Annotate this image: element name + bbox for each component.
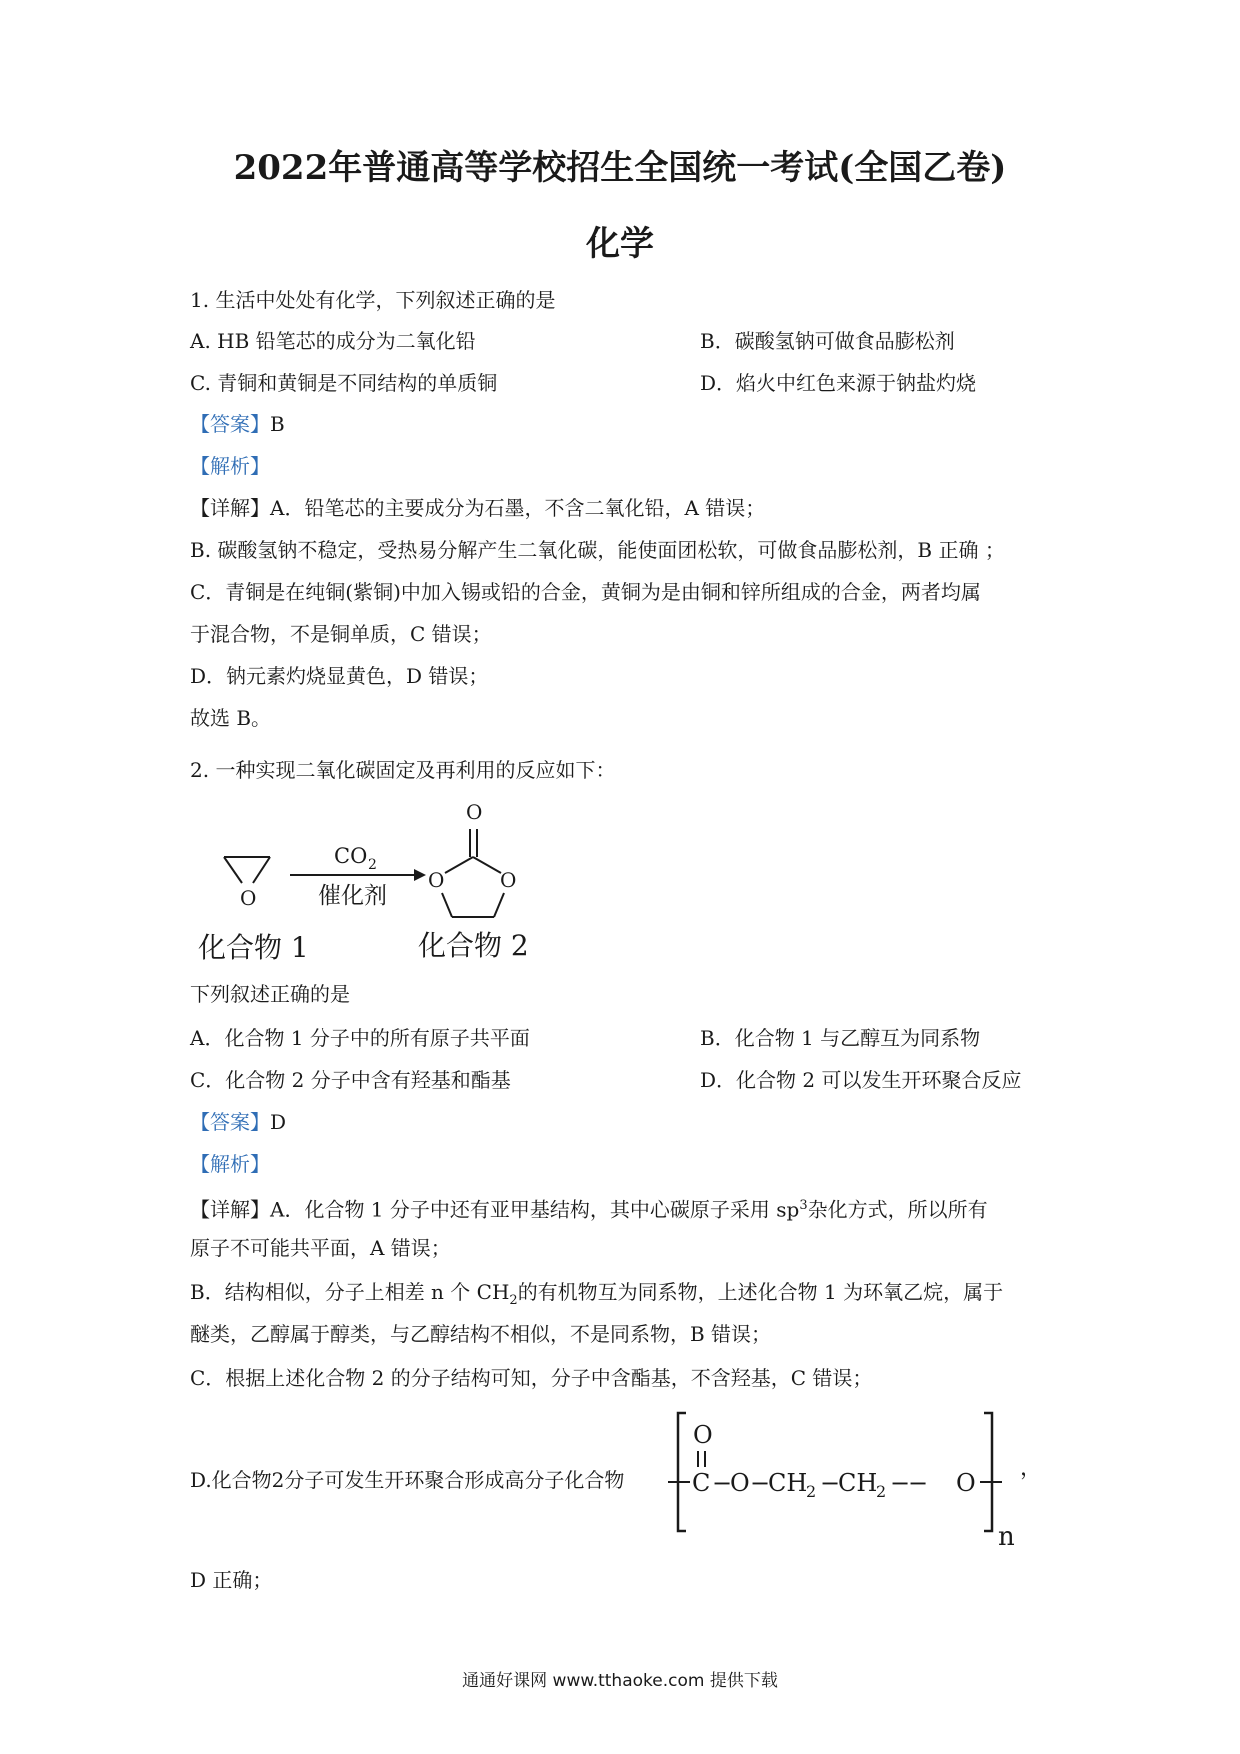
q1-detail-a	[190, 494, 765, 522]
answer-tag: 【答案】	[190, 1110, 270, 1134]
polymer-structure	[668, 1405, 1068, 1550]
page-footer: 通通好课网 www.tthaoke.com 提供下载	[462, 1671, 778, 1691]
subject-title: 化学	[586, 224, 654, 264]
q1-conclusion: 故选 B。	[190, 706, 272, 730]
q1-detail-b: B. 碳酸氢钠不稳定，受热易分解产生二氧化碳，能使面团松软，可做食品膨松剂，B 正确 ；	[190, 538, 1005, 562]
q2-detail-a2: 原子不可能共平面，A 错误；	[190, 1236, 451, 1260]
detail-text: B．结构相似，分子上相差 n 个 CH	[190, 1280, 510, 1304]
q1-analysis-tag: 【解析】	[190, 454, 270, 478]
sp3-superscript: 3	[799, 1198, 808, 1213]
right-bracket	[984, 1413, 992, 1531]
reaction-scheme	[190, 795, 570, 970]
compound1-label: 化合物 1	[198, 931, 309, 964]
page-title: 2022年普通高等学校招生全国统一考试(全国乙卷)	[233, 148, 1007, 188]
carbonyl-oxygen: O	[466, 800, 483, 824]
q2-answer	[190, 1108, 286, 1136]
q1-option-b: B．碳酸氢钠可做食品膨松剂	[700, 329, 955, 353]
detail-text-end: 的有机物互为同系物，上述化合物 1 为环氧乙烷，属于	[517, 1280, 1004, 1304]
polymer-carbon: C	[692, 1469, 711, 1497]
q2-prompt: 下列叙述正确的是	[190, 982, 350, 1006]
q2-analysis-tag: 【解析】	[190, 1152, 270, 1176]
detail-text: A．铅笔芯的主要成分为石墨，不含二氧化铅，A 错误；	[270, 496, 766, 520]
polymer-ch2-1-subscript: 2	[806, 1482, 817, 1501]
q2-option-a: A．化合物 1 分子中的所有原子共平面	[190, 1026, 530, 1050]
q1-option-c: C. 青铜和黄铜是不同结构的单质铜	[190, 371, 498, 395]
q1-stem: 1. 生活中处处有化学，下列叙述正确的是	[190, 288, 556, 312]
q1-detail-c2: 于混合物，不是铜单质，C 错误；	[190, 622, 492, 646]
detail-tag: 【详解】	[190, 496, 270, 520]
q2-detail-c: C．根据上述化合物 2 的分子结构可知，分子中含酯基，不含羟基，C 错误；	[190, 1366, 873, 1390]
reagent-catalyst: 催化剂	[318, 883, 387, 909]
q1-detail-d: D．钠元素灼烧显黄色，D 错误；	[190, 664, 489, 688]
q1-answer	[190, 410, 285, 438]
polymer-ch2-1: CH	[768, 1469, 808, 1497]
reagent-co2-subscript: 2	[368, 857, 377, 873]
answer-tag: 【答案】	[190, 412, 270, 436]
answer-value: D	[270, 1110, 287, 1134]
dash: −	[750, 1469, 771, 1497]
polymer-carbonyl-oxygen: O	[693, 1421, 713, 1449]
q2-stem: 2. 一种实现二氧化碳固定及再利用的反应如下：	[190, 758, 616, 782]
q2-option-d: D．化合物 2 可以发生开环聚合反应	[700, 1068, 1022, 1092]
trailing-comma: ，	[1020, 1456, 1043, 1481]
dash: −	[908, 1469, 929, 1497]
polymer-oxygen-1: O	[730, 1469, 750, 1497]
q1-option-a: A. HB 铅笔芯的成分为二氧化铅	[190, 329, 476, 353]
left-bracket	[678, 1413, 686, 1531]
compound2-label: 化合物 2	[418, 929, 529, 962]
polymer-ch2-2-subscript: 2	[876, 1482, 887, 1501]
dash: −	[712, 1469, 733, 1497]
reagent-co2: CO	[334, 844, 368, 868]
q1-option-d: D．焰火中红色来源于钠盐灼烧	[700, 371, 977, 395]
ch2-subscript: 2	[509, 1293, 518, 1308]
ring-oxygen-left: O	[428, 868, 445, 892]
detail-text-end: 杂化方式，所以所有	[807, 1197, 988, 1222]
repeat-unit-n: n	[998, 1522, 1015, 1550]
q2-detail-d-text: D.化合物2分子可发生开环聚合形成高分子化合物	[190, 1468, 625, 1492]
detail-tag: 【详解】	[190, 1197, 270, 1222]
answer-value: B	[270, 412, 285, 436]
q2-option-c: C．化合物 2 分子中含有羟基和酯基	[190, 1068, 511, 1092]
dash: −	[820, 1469, 841, 1497]
q2-option-b: B．化合物 1 与乙醇互为同系物	[700, 1026, 981, 1050]
reaction-arrow	[290, 844, 426, 909]
detail-text: A．化合物 1 分子中还有亚甲基结构，其中心碳原子采用 sp	[270, 1197, 800, 1222]
epoxide-structure	[224, 857, 270, 910]
q2-detail-b1	[190, 1278, 1003, 1315]
q2-detail-d-end: D 正确；	[190, 1568, 273, 1592]
ring-oxygen-right: O	[500, 868, 517, 892]
epoxide-oxygen: O	[240, 886, 257, 910]
polymer-ch2-2: CH	[838, 1469, 878, 1497]
dash: −	[890, 1469, 911, 1497]
cyclic-carbonate-structure	[428, 800, 516, 917]
q2-detail-b2: 醚类，乙醇属于醇类，与乙醇结构不相似，不是同系物，B 错误；	[190, 1322, 772, 1346]
q2-detail-a1	[190, 1192, 988, 1224]
q1-detail-c1: C．青铜是在纯铜(紫铜)中加入锡或铅的合金，黄铜为是由铜和锌所组成的合金，两者均属	[190, 580, 981, 604]
polymer-oxygen-2: O	[956, 1469, 976, 1497]
